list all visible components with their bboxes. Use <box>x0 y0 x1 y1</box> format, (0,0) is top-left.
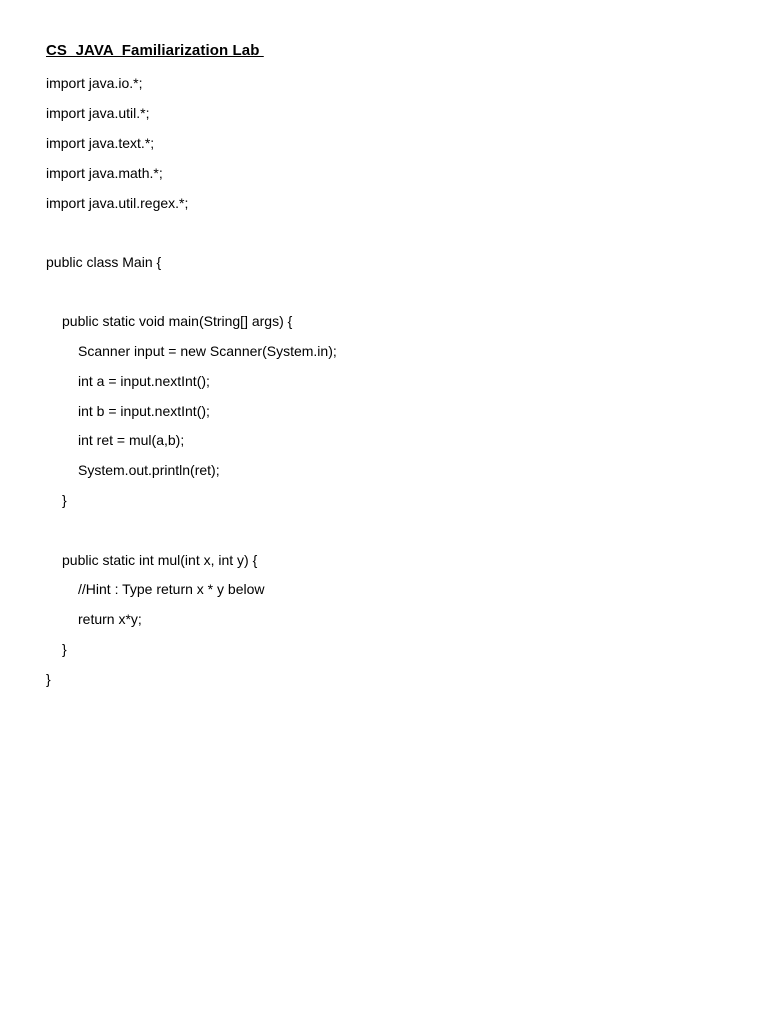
code-line-int-ret: int ret = mul(a,b); <box>78 432 185 448</box>
code-line-class-close: } <box>46 671 51 687</box>
code-line-int-b: int b = input.nextInt(); <box>78 403 210 419</box>
code-line-hint-comment: //Hint : Type return x * y below <box>78 581 265 597</box>
code-line-import-regex: import java.util.regex.*; <box>46 195 189 211</box>
code-line-mul-method: public static int mul(int x, int y) { <box>62 552 258 568</box>
code-line-return: return x*y; <box>78 611 142 627</box>
code-line-mul-close: } <box>62 641 67 657</box>
code-line-int-a: int a = input.nextInt(); <box>78 373 210 389</box>
document-title: CS JAVA Familiarization Lab <box>46 42 264 59</box>
code-line-main-method: public static void main(String[] args) { <box>62 313 293 329</box>
code-line-import-util: import java.util.*; <box>46 105 150 121</box>
code-line-import-io: import java.io.*; <box>46 75 143 91</box>
code-line-scanner: Scanner input = new Scanner(System.in); <box>78 343 337 359</box>
code-line-import-math: import java.math.*; <box>46 165 163 181</box>
code-line-main-close: } <box>62 492 67 508</box>
code-line-class-declaration: public class Main { <box>46 254 162 270</box>
code-line-println: System.out.println(ret); <box>78 462 220 478</box>
code-line-import-text: import java.text.*; <box>46 135 155 151</box>
